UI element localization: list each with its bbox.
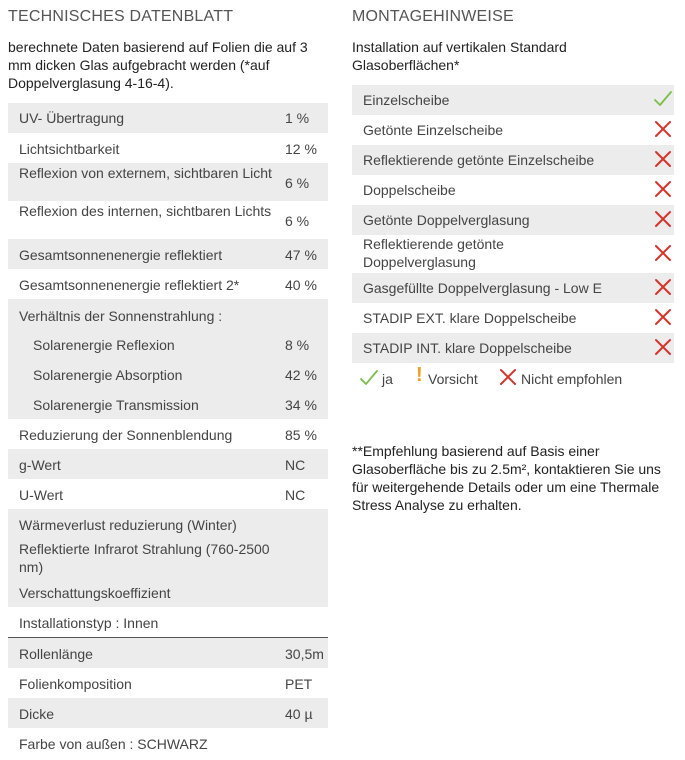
datasheet-intro: berechnete Daten basierend auf Folien die auf 3 mm dicken Glas aufgebracht werden (*auf Doppelverglasung 4-16-4). — [8, 39, 308, 91]
table-row — [8, 133, 328, 163]
row-value: 30,5m — [285, 646, 324, 662]
table-row — [8, 163, 328, 201]
row-value: 6 % — [285, 213, 310, 229]
table-row — [8, 449, 328, 479]
list-item — [352, 333, 674, 363]
row-label: Farbe von außen : SCHWARZ — [19, 736, 208, 752]
glass-type-label: Reflektierende getönte Einzelscheibe — [363, 152, 595, 168]
glass-type-label: Reflektierende getönte Doppelverglasung — [363, 236, 504, 270]
legend-not-recommended-label: Nicht empfohlen — [521, 371, 623, 387]
row-label: Installationstyp : Innen — [19, 615, 159, 631]
row-label: Reflexion des internen, sichtbaren Lichts — [19, 203, 272, 219]
table-row — [8, 728, 328, 758]
row-value: 47 % — [285, 247, 317, 263]
table-row — [8, 419, 328, 449]
table-row — [8, 201, 328, 239]
row-value: 40 µ — [285, 706, 313, 722]
recommendation-note: **Empfehlung basierend auf Basis einer Glasoberfläche bis zu 2.5m², kontaktieren Sie uns für weitergehende Details oder um eine Thermale Stress Analyse zu erhalten. — [352, 443, 661, 513]
mounting-instructions-heading: MONTAGEHINWEISE — [352, 8, 514, 25]
list-item — [352, 115, 674, 145]
row-label: Folienkomposition — [19, 676, 132, 692]
row-value: 8 % — [285, 337, 310, 353]
table-row — [8, 509, 328, 539]
glass-type-label: STADIP INT. klare Doppelscheibe — [363, 340, 572, 356]
glass-type-label: Doppelscheibe — [363, 182, 456, 198]
check-icon — [360, 369, 378, 387]
list-item — [352, 205, 674, 235]
table-row — [8, 668, 328, 698]
cross-icon — [654, 180, 672, 198]
row-value: NC — [285, 457, 306, 473]
row-value: 6 % — [285, 175, 310, 191]
row-label: Verschattungskoeffizient — [19, 585, 171, 601]
row-label: Reflektierte Infrarot Strahlung (760-2500 nm) — [19, 541, 270, 575]
table-row — [8, 239, 328, 269]
table-row — [8, 539, 328, 577]
row-label: Wärmeverlust reduzierung (Winter) — [19, 517, 237, 533]
technical-datasheet-heading: TECHNISCHES DATENBLATT — [8, 8, 234, 25]
row-value: 12 % — [285, 141, 317, 157]
row-label: Lichtsichtbarkeit — [19, 141, 120, 157]
row-label: Dicke — [19, 706, 55, 722]
row-label: Verhältnis der Sonnenstrahlung : — [19, 308, 223, 324]
cross-icon — [654, 338, 672, 356]
row-label: Rollenlänge — [19, 646, 93, 662]
row-value: 85 % — [285, 427, 317, 443]
glass-type-label: STADIP EXT. klare Doppelscheibe — [363, 310, 577, 326]
table-row — [8, 607, 328, 637]
table-row — [8, 698, 328, 728]
glass-type-label: Gasgefüllte Doppelverglasung - Low E — [363, 280, 602, 296]
cross-icon — [654, 120, 672, 138]
table-row — [8, 389, 328, 419]
table-row — [8, 269, 328, 299]
table-row — [8, 359, 328, 389]
table-row — [8, 103, 328, 133]
legend-caution-label: Vorsicht — [428, 371, 478, 387]
glass-type-label: Getönte Doppelverglasung — [363, 212, 530, 228]
row-value: PET — [285, 676, 313, 692]
row-value: 34 % — [285, 397, 317, 413]
cross-icon — [499, 368, 517, 386]
list-item — [352, 303, 674, 333]
cross-icon — [654, 308, 672, 326]
glass-type-label: Getönte Einzelscheibe — [363, 122, 504, 138]
row-label: Reflexion von externem, sichtbaren Licht — [19, 165, 272, 181]
row-label: U-Wert — [19, 487, 64, 503]
legend-yes-label: ja — [382, 371, 393, 387]
table-row — [8, 577, 328, 607]
row-label: g-Wert — [19, 457, 61, 473]
row-label: Reduzierung der Sonnenblendung — [19, 427, 233, 443]
table-row — [8, 329, 328, 359]
row-value: 40 % — [285, 277, 317, 293]
row-label: Gesamtsonnenenergie reflektiert — [19, 247, 223, 263]
check-icon — [654, 90, 672, 108]
row-value: 1 % — [285, 110, 310, 126]
row-label: Solarenergie Reflexion — [33, 337, 175, 353]
table-row — [8, 638, 328, 668]
row-label: UV- Übertragung — [19, 110, 125, 126]
mounting-intro: Installation auf vertikalen Standard Glasoberflächen* — [352, 39, 567, 73]
list-item — [352, 273, 674, 303]
cross-icon — [654, 278, 672, 296]
glass-type-label: Einzelscheibe — [363, 92, 450, 108]
status-legend — [360, 366, 660, 390]
list-item — [352, 85, 674, 115]
row-label: Gesamtsonnenenergie reflektiert 2* — [19, 277, 240, 293]
row-value: 42 % — [285, 367, 317, 383]
caution-icon: ! — [416, 364, 423, 386]
row-value: NC — [285, 487, 306, 503]
row-label: Solarenergie Transmission — [33, 397, 199, 413]
list-item — [352, 145, 674, 175]
cross-icon — [654, 244, 672, 262]
cross-icon — [654, 150, 672, 168]
table-row — [8, 479, 328, 509]
list-item — [352, 175, 674, 205]
row-label: Solarenergie Absorption — [33, 367, 183, 383]
list-item — [352, 235, 674, 273]
cross-icon — [654, 210, 672, 228]
